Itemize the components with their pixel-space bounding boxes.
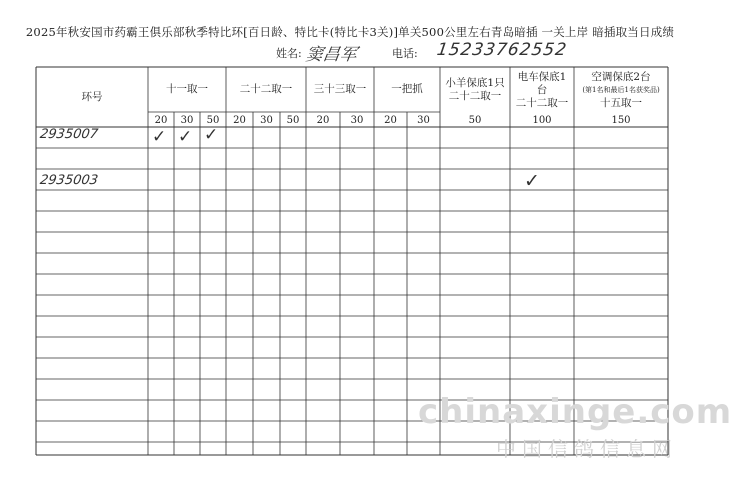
sub-grab-30: 30 bbox=[417, 115, 430, 126]
sub-11-50: 50 bbox=[206, 115, 220, 126]
header-ebike-line1: 电车保底1 bbox=[517, 71, 567, 83]
sub-grab-20: 20 bbox=[384, 115, 397, 126]
watermark-domain: chinaxinge.com bbox=[418, 392, 732, 432]
check-mark-icon: ✓ bbox=[178, 127, 193, 147]
check-mark-icon: ✓ bbox=[524, 170, 540, 192]
phone-label: 电话: bbox=[392, 47, 418, 60]
handwritten-name: 窦昌军 bbox=[304, 45, 359, 65]
watermark-site-name: 中国信鸽信息网 bbox=[496, 437, 678, 461]
sub-ebike: 100 bbox=[532, 115, 552, 126]
handwritten-phone: 15233762552 bbox=[435, 40, 569, 60]
sub-22-30: 30 bbox=[260, 115, 273, 126]
header-sheep bbox=[440, 77, 510, 103]
header-ebike-line2: 台 bbox=[536, 84, 548, 96]
sub-11-30: 30 bbox=[180, 115, 194, 126]
check-mark-icon: ✓ bbox=[152, 127, 167, 147]
header-ac-line3: 十五取一 bbox=[600, 97, 642, 109]
header-group-33: 三十三取一 bbox=[313, 83, 367, 95]
header-sheep-line1: 小羊保底1只 bbox=[445, 77, 505, 89]
sub-22-20: 20 bbox=[233, 115, 246, 126]
sub-33-30: 30 bbox=[350, 115, 364, 126]
header-group-11: 十一取一 bbox=[166, 83, 208, 95]
check-mark-icon: ✓ bbox=[204, 125, 219, 145]
sub-sheep: 50 bbox=[468, 115, 482, 126]
header-sheep-line2: 二十二取一 bbox=[448, 90, 502, 102]
header-ac-line1: 空调保底2台 bbox=[591, 71, 651, 83]
header-ebike bbox=[510, 71, 574, 110]
header-ring: 环号 bbox=[81, 91, 103, 103]
name-label: 姓名: bbox=[276, 47, 302, 60]
sub-ac: 150 bbox=[611, 115, 631, 126]
header-ac bbox=[574, 71, 668, 110]
header-ac-line2: (第1名和最后1名获奖品) bbox=[582, 86, 660, 94]
sub-33-20: 20 bbox=[316, 115, 330, 126]
sub-11-20: 20 bbox=[154, 115, 168, 126]
header-group-grab: 一把抓 bbox=[391, 83, 423, 95]
form-title: 2025年秋安国市药霸王俱乐部秋季特比环[百日龄、特比卡(特比卡3关)]单关500公里左右青岛暗插 一关上岸 暗插取当日成绩 bbox=[25, 25, 675, 39]
sub-22-50: 50 bbox=[286, 115, 300, 126]
ring-entry-1: 2935007 bbox=[38, 127, 99, 142]
header-group-22: 二十二取一 bbox=[239, 83, 293, 95]
ring-entry-2: 2935003 bbox=[38, 173, 99, 188]
header-ebike-line3: 二十二取一 bbox=[515, 97, 569, 109]
